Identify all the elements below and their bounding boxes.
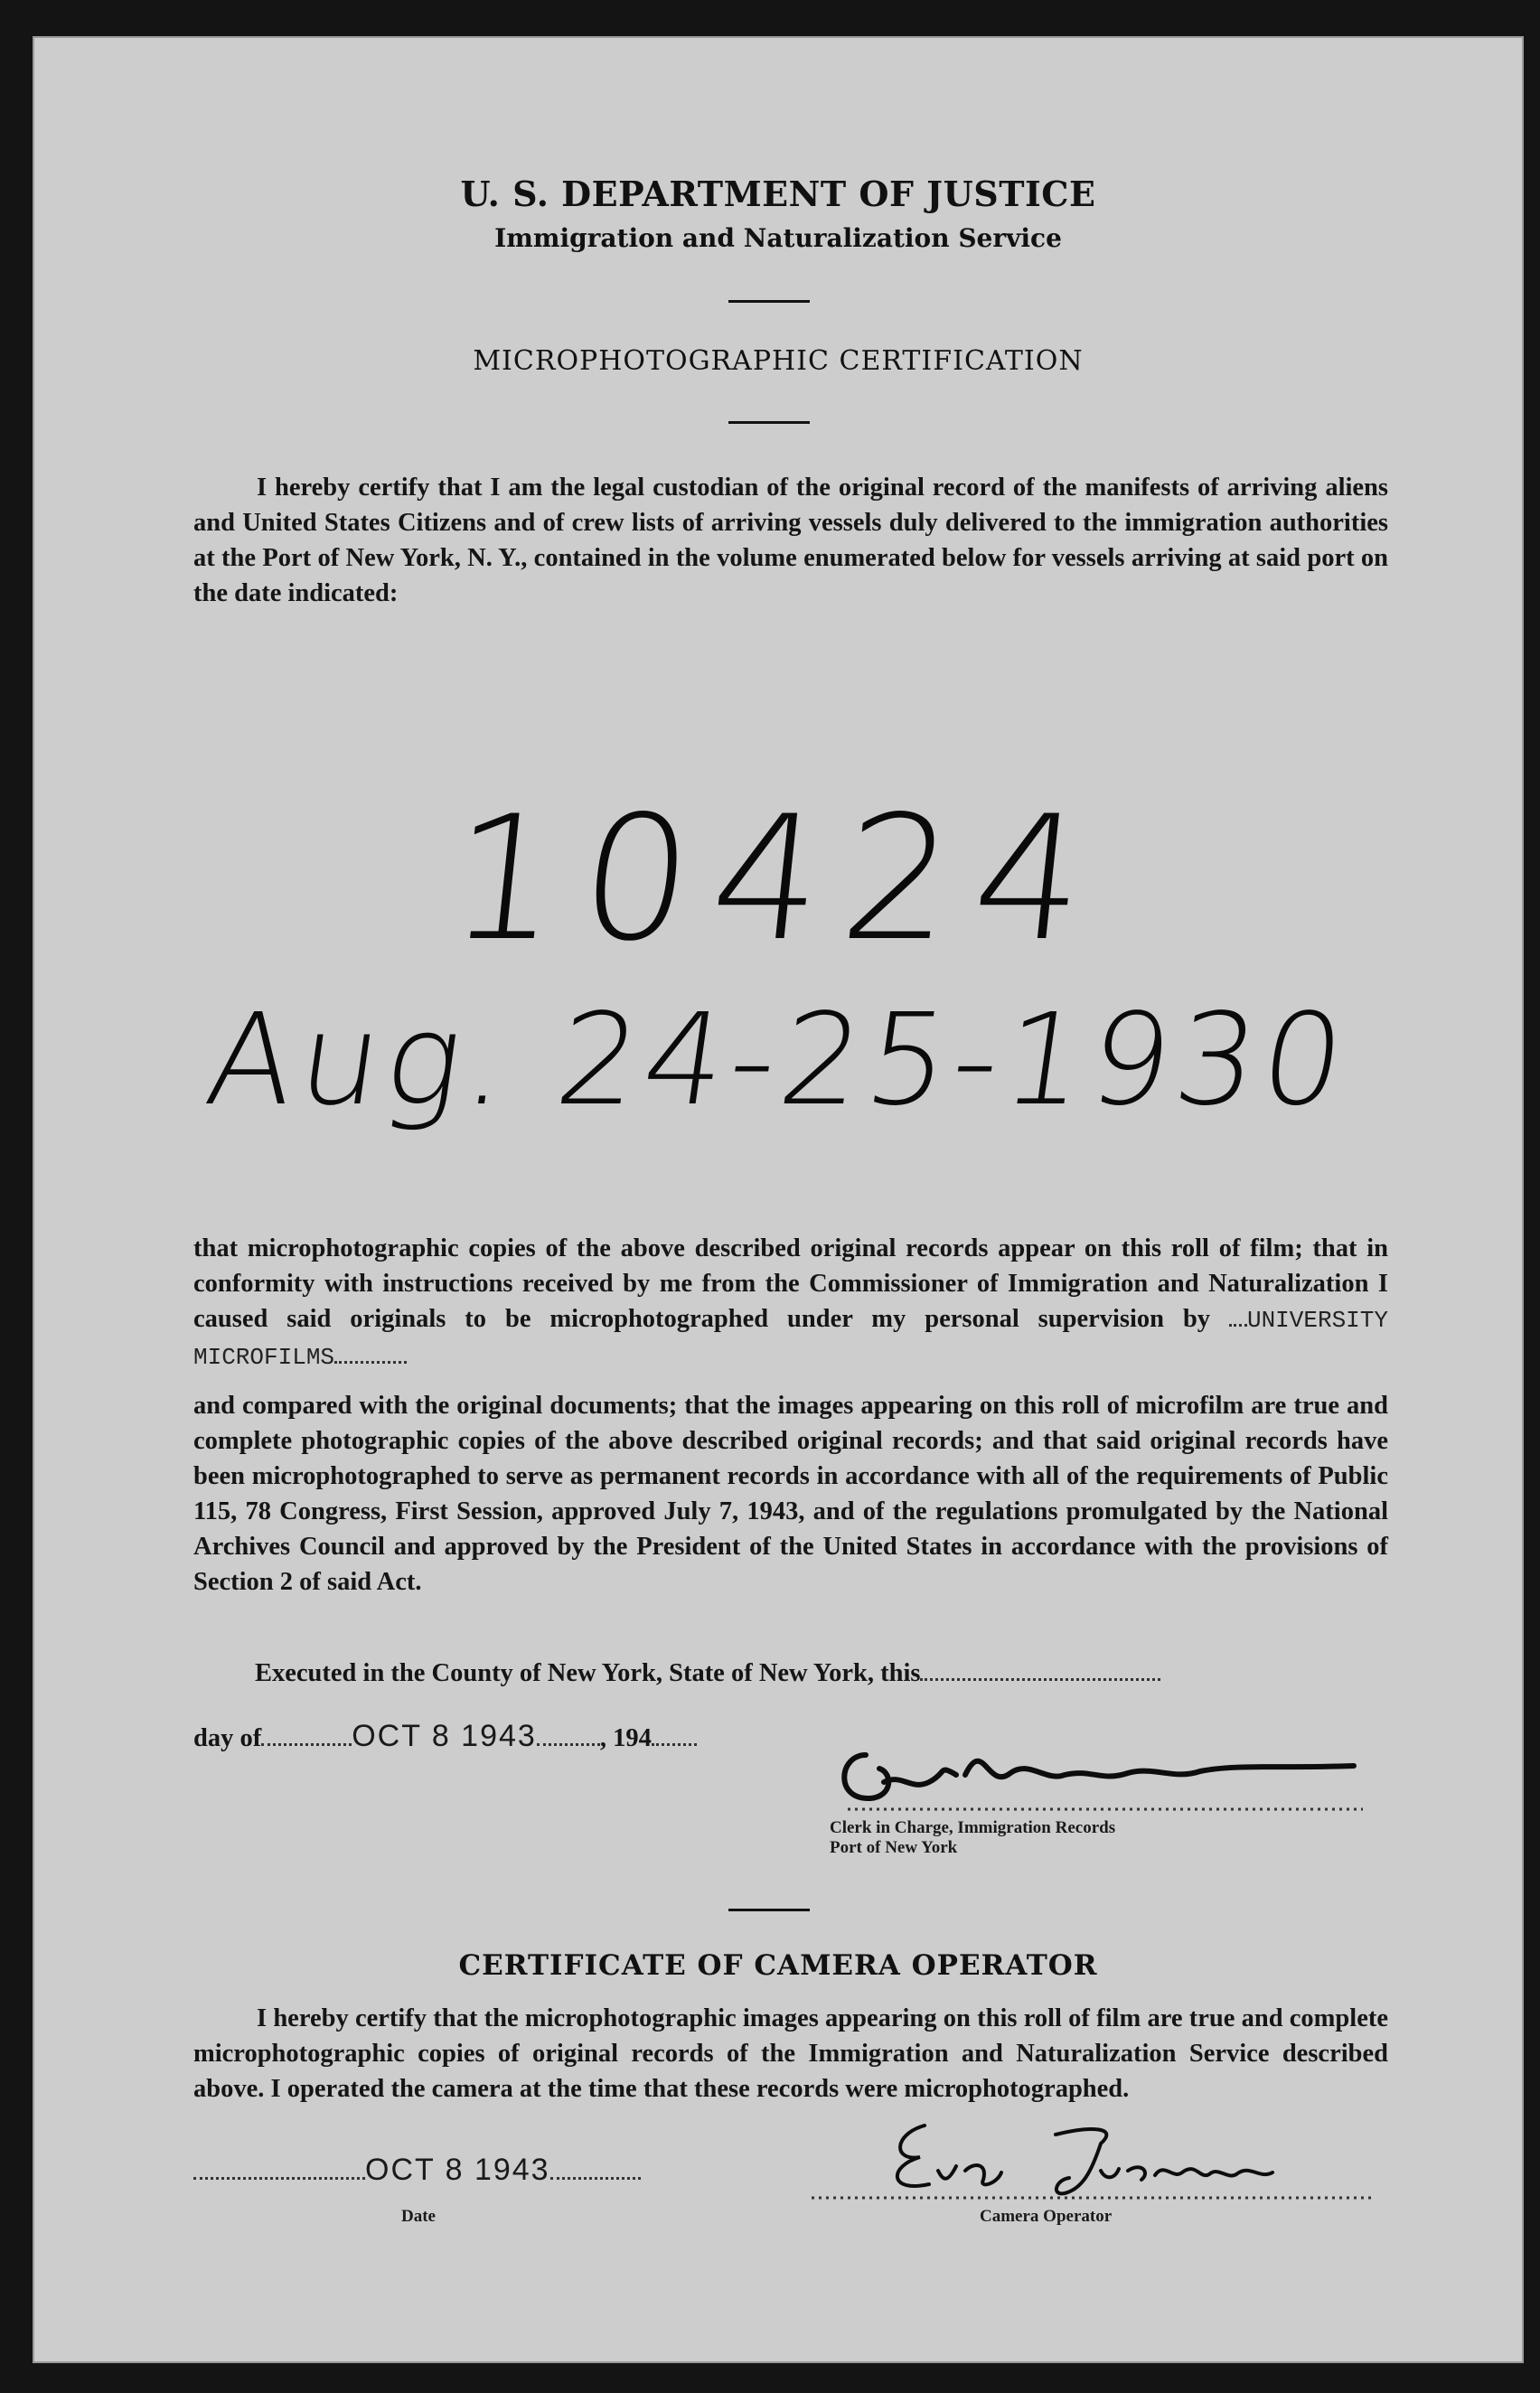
- divider: [728, 1909, 810, 1911]
- divider: [728, 300, 810, 303]
- stamped-execution-date: OCT 8 1943: [352, 1719, 537, 1753]
- divider: [728, 421, 810, 424]
- clerk-title: [830, 1818, 1115, 1858]
- camera-operator-label: Camera Operator: [980, 2207, 1113, 2226]
- date-label: Date: [401, 2207, 436, 2226]
- handwritten-volume-number: 10424: [440, 779, 1116, 979]
- document-title: MICROPHOTOGRAPHIC CERTIFICATION: [473, 345, 1084, 377]
- clerk-title-line2: Port of New York: [830, 1838, 958, 1857]
- execution-line: [255, 1659, 1160, 1688]
- stamped-camera-date: OCT 8 1943: [365, 2153, 550, 2187]
- operator-signature: [793, 2107, 1390, 2207]
- department-heading: U. S. DEPARTMENT OF JUSTICE: [460, 174, 1096, 214]
- handwritten-date-range: Aug. 24-25-1930: [197, 987, 1359, 1134]
- camera-certificate-text: I hereby certify that the microphotographic images appearing on this roll of film are true and complete microphotographic copies of original records of the Immigration and Naturalization Service described above. I operated the camera at the time that these records were microphotographed.: [193, 2004, 1388, 2103]
- certification-document: [33, 36, 1524, 2363]
- camera-certificate-heading: CERTIFICATE OF CAMERA OPERATOR: [458, 1949, 1098, 1982]
- intro-paragraph: I hereby certify that I am the legal custodian of the original record of the manifests of arriving aliens and United States Citizens and of crew lists of arriving vessels duly delivered to the immigration authorities at the Port of New York, N. Y., contained in the volume enumerated below for vessels arriving at said port on the date indicated:: [193, 474, 1388, 607]
- body-paragraph-part2: and compared with the original documents; that the images appearing on this roll of microfilm are true and complete photographic copies of the above described original records; and that said original records have been microphotographed to serve as permanent records in accordance with all of the requirements of Public 115, 78 Congress, First Session, approved July 7, 1943, and of the regulations promulgated by the National Archives Council and approved by the President of the United States in accordance with the provisions of Section 2 of said Act.: [193, 1392, 1388, 1596]
- service-subheading: Immigration and Naturalization Service: [494, 223, 1062, 253]
- camera-date-line: [193, 2153, 641, 2188]
- body-paragraph-part1: [193, 1231, 1388, 1375]
- day-of-line: [193, 1719, 697, 1754]
- clerk-title-line1: Clerk in Charge, Immigration Records: [830, 1818, 1116, 1837]
- body-text-part1: that microphotographic copies of the above described original records appear on this roll of film; that in conformity with instructions received by me from the Commissioner of Immigration and Naturalization I caused said originals to be microphotographed under my personal supervision by: [193, 1234, 1388, 1333]
- day-of-label: day of: [193, 1724, 262, 1752]
- clerk-signature: [830, 1719, 1372, 1818]
- typed-agent-name: UNIVERSITY MICROFILMS: [193, 1307, 1388, 1371]
- execution-text: Executed in the County of New York, State of New York, this: [255, 1659, 921, 1687]
- year-prefix: , 194: [599, 1724, 652, 1752]
